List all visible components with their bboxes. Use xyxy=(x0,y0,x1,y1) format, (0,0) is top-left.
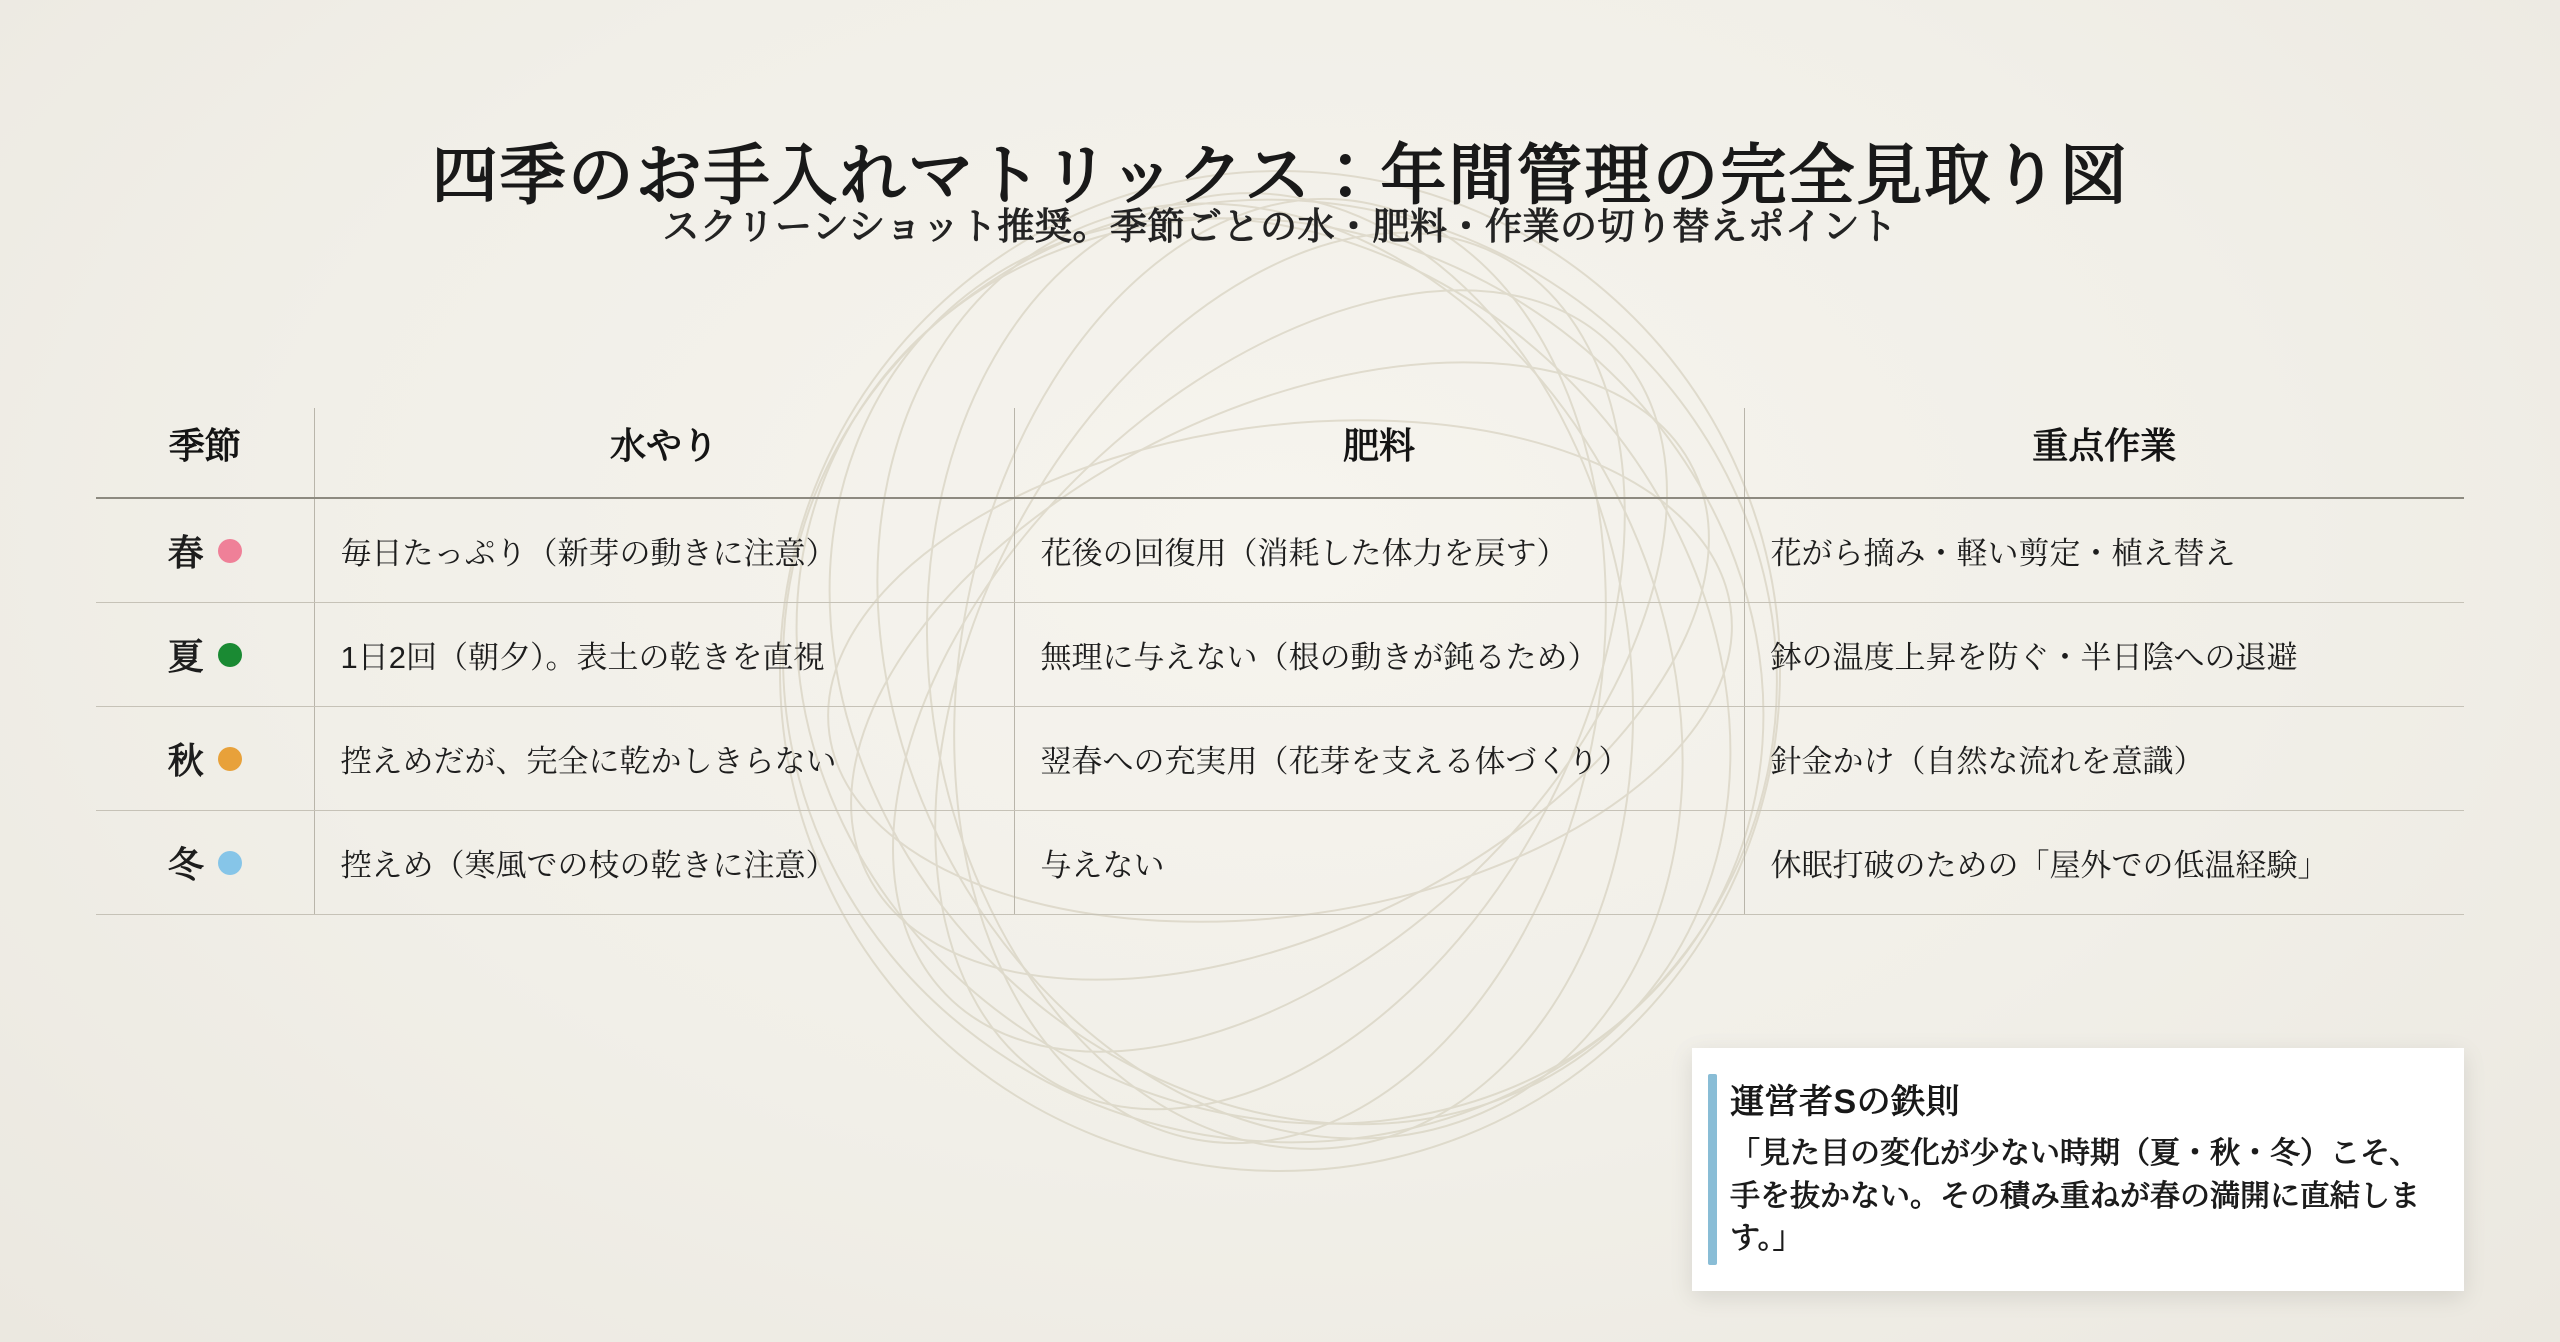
season-cell xyxy=(96,811,314,915)
season-cell xyxy=(96,707,314,811)
operator-rule-callout xyxy=(1692,1048,2464,1291)
season-label: 秋 xyxy=(167,740,204,781)
watering-cell: 毎日たっぷり（新芽の動きに注意） xyxy=(314,498,1014,603)
season-dot-icon xyxy=(218,851,242,875)
table-header-row xyxy=(96,408,2464,498)
season-cell xyxy=(96,498,314,603)
season-dot-icon xyxy=(218,539,242,563)
watering-cell: 控えめ（寒風での枝の乾きに注意） xyxy=(314,811,1014,915)
watering-cell: 1日2回（朝夕）。表土の乾きを直視 xyxy=(314,603,1014,707)
table-row xyxy=(96,603,2464,707)
key-task-cell: 針金かけ（自然な流れを意識） xyxy=(1744,707,2464,811)
season-label: 夏 xyxy=(167,636,204,677)
season-dot-icon xyxy=(218,643,242,667)
watering-cell: 控えめだが、完全に乾かしきらない xyxy=(314,707,1014,811)
season-label: 冬 xyxy=(167,844,204,885)
table-row xyxy=(96,498,2464,603)
callout-body: 「見た目の変化が少ない時期（夏・秋・冬）こそ、手を抜かない。その積み重ねが春の満開に直結します。」 xyxy=(1730,1137,2420,1256)
fertilizer-cell: 無理に与えない（根の動きが鈍るため） xyxy=(1014,603,1744,707)
page-subtitle: スクリーンショット推奨。季節ごとの水・肥料・作業の切り替えポイント xyxy=(662,206,1898,247)
column-header-key-task: 重点作業 xyxy=(1744,408,2464,498)
fertilizer-cell: 花後の回復用（消耗した体力を戻す） xyxy=(1014,498,1744,603)
season-dot-icon xyxy=(218,747,242,771)
table-row xyxy=(96,707,2464,811)
seasonal-care-matrix xyxy=(96,408,2464,915)
column-header-watering: 水やり xyxy=(314,408,1014,498)
season-cell xyxy=(96,603,314,707)
season-label: 春 xyxy=(167,532,204,573)
table-row xyxy=(96,811,2464,915)
column-header-fertilizer: 肥料 xyxy=(1014,408,1744,498)
page-title: 四季のお手入れマトリックス：年間管理の完全見取り図 xyxy=(431,140,2129,214)
key-task-cell: 休眠打破のための「屋外での低温経験」 xyxy=(1744,811,2464,915)
key-task-cell: 花がら摘み・軽い剪定・植え替え xyxy=(1744,498,2464,603)
column-header-season: 季節 xyxy=(96,408,314,498)
key-task-cell: 鉢の温度上昇を防ぐ・半日陰への退避 xyxy=(1744,603,2464,707)
fertilizer-cell: 翌春への充実用（花芽を支える体づくり） xyxy=(1014,707,1744,811)
fertilizer-cell: 与えない xyxy=(1014,811,1744,915)
callout-title: 運営者Sの鉄則 xyxy=(1730,1083,1961,1121)
